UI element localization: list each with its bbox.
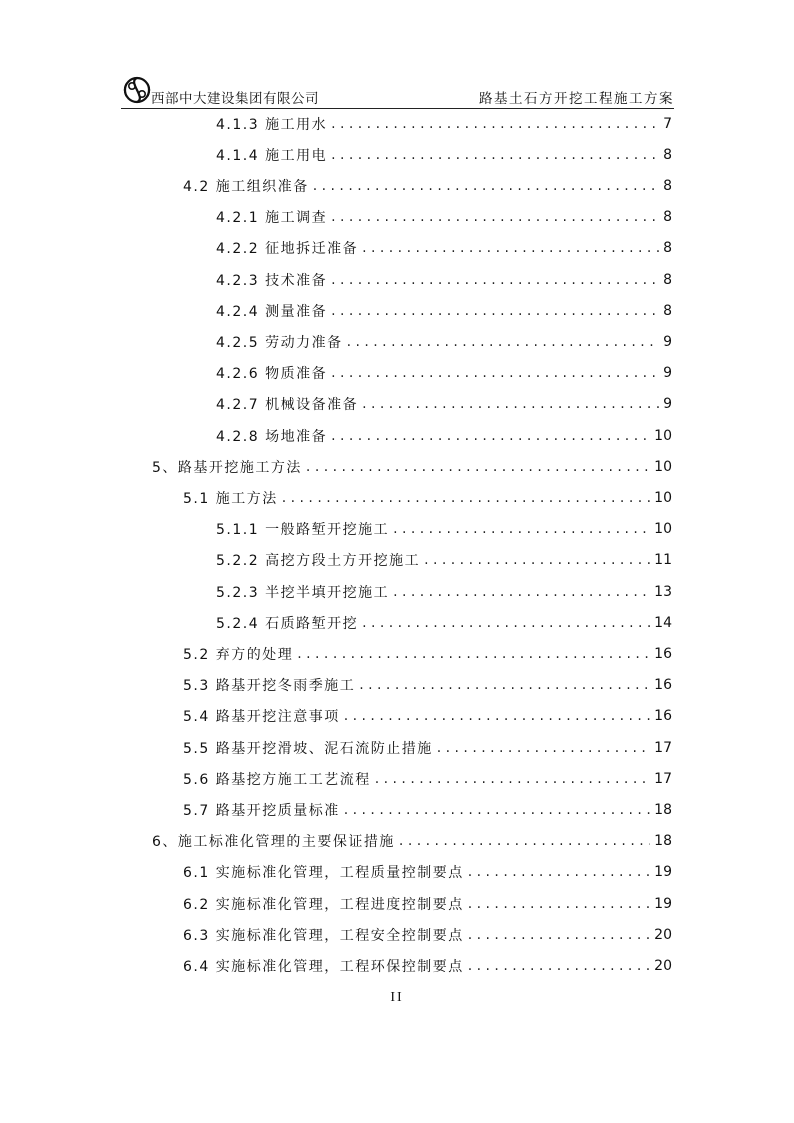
- toc-entry-page-number: 10: [654, 489, 672, 506]
- toc-dot-leader: [306, 459, 650, 475]
- toc-entry-page-number: 8: [663, 209, 672, 226]
- toc-dot-leader: [362, 396, 659, 412]
- toc-entry[interactable]: [216, 358, 672, 389]
- toc-entry-page-number: 16: [654, 708, 672, 725]
- toc-entry[interactable]: [216, 514, 672, 545]
- toc-entry-label: 5.4 路基开挖注意事项: [183, 709, 340, 726]
- toc-entry[interactable]: [216, 545, 672, 576]
- toc-dot-leader: [437, 740, 650, 756]
- toc-entry-label: 5.7 路基开挖质量标准: [183, 802, 340, 819]
- toc-entry-label: 5.1.1 一般路堑开挖施工: [216, 522, 390, 539]
- toc-entry-label: 4.2 施工组织准备: [183, 178, 309, 195]
- toc-entry-page-number: 9: [663, 365, 672, 382]
- toc-entry-page-number: 10: [654, 427, 672, 444]
- toc-entry[interactable]: [183, 638, 672, 669]
- toc-entry-page-number: 18: [654, 833, 672, 850]
- toc-dot-leader: [468, 864, 650, 880]
- toc-entry-page-number: 10: [654, 458, 672, 475]
- toc-entry-label: 6.4 实施标准化管理，工程环保控制要点: [183, 958, 464, 975]
- toc-entry-label: 4.1.4 施工用电: [216, 147, 328, 164]
- toc-dot-leader: [468, 958, 650, 974]
- toc-dot-leader: [362, 615, 650, 631]
- toc-entry[interactable]: [216, 295, 672, 326]
- toc-entry[interactable]: [216, 389, 672, 420]
- toc-entry-label: 6、施工标准化管理的主要保证措施: [152, 834, 395, 851]
- toc-dot-leader: [424, 552, 650, 568]
- toc-entry-page-number: 8: [663, 302, 672, 319]
- toc-entry-label: 5、路基开挖施工方法: [152, 459, 302, 476]
- toc-dot-leader: [375, 771, 650, 787]
- toc-entry[interactable]: [183, 950, 672, 981]
- toc-entry-label: 5.1 施工方法: [183, 490, 278, 507]
- toc-dot-leader: [399, 833, 650, 849]
- toc-entry[interactable]: [216, 139, 672, 170]
- toc-entry[interactable]: [183, 794, 672, 825]
- toc-entry-page-number: 14: [654, 614, 672, 631]
- toc-dot-leader: [331, 365, 659, 381]
- toc-entry-label: 5.6 路基挖方施工工艺流程: [183, 771, 371, 788]
- toc-dot-leader: [468, 927, 650, 943]
- toc-dot-leader: [468, 896, 650, 912]
- toc-entry[interactable]: [216, 264, 672, 295]
- toc-entry-page-number: 19: [654, 864, 672, 881]
- toc-dot-leader: [393, 521, 650, 537]
- toc-entry[interactable]: [183, 732, 672, 763]
- toc-dot-leader: [331, 428, 650, 444]
- page-header: [121, 74, 674, 109]
- toc-entry[interactable]: [152, 826, 672, 857]
- toc-entry-page-number: 9: [663, 333, 672, 350]
- company-logo-icon: [121, 76, 153, 104]
- toc-entry[interactable]: [216, 326, 672, 357]
- toc-dot-leader: [331, 303, 659, 319]
- toc-dot-leader: [331, 272, 659, 288]
- toc-entry-page-number: 20: [654, 926, 672, 943]
- toc-entry-page-number: 8: [663, 271, 672, 288]
- toc-entry-label: 5.2 弃方的处理: [183, 646, 294, 663]
- toc-entry[interactable]: [216, 576, 672, 607]
- toc-dot-leader: [297, 646, 650, 662]
- toc-entry[interactable]: [183, 482, 672, 513]
- toc-entry-label: 4.2.3 技术准备: [216, 272, 328, 289]
- toc-entry-page-number: 19: [654, 895, 672, 912]
- toc-entry-label: 6.2 实施标准化管理，工程进度控制要点: [183, 896, 464, 913]
- toc-dot-leader: [282, 490, 650, 506]
- toc-entry[interactable]: [216, 233, 672, 264]
- toc-entry-page-number: 20: [654, 957, 672, 974]
- toc-entry-label: 6.3 实施标准化管理，工程安全控制要点: [183, 927, 464, 944]
- toc-entry-label: 4.2.7 机械设备准备: [216, 397, 359, 414]
- toc-dot-leader: [331, 209, 659, 225]
- toc-entry-page-number: 18: [654, 801, 672, 818]
- toc-entry-page-number: 8: [663, 240, 672, 257]
- toc-entry[interactable]: [152, 451, 672, 482]
- toc-entry[interactable]: [183, 170, 672, 201]
- toc-entry[interactable]: [183, 919, 672, 950]
- toc-dot-leader: [347, 334, 660, 350]
- toc-entry-page-number: 17: [654, 739, 672, 756]
- toc-entry-label: 5.3 路基开挖冬雨季施工: [183, 678, 356, 695]
- toc-dot-leader: [393, 584, 650, 600]
- toc-entry-page-number: 17: [654, 770, 672, 787]
- company-name: 西部中大建设集团有限公司: [151, 91, 319, 107]
- document-title: 路基土石方开挖工程施工方案: [479, 91, 674, 107]
- toc-entry-label: 4.1.3 施工用水: [216, 116, 328, 133]
- toc-entry[interactable]: [216, 202, 672, 233]
- toc-entry-label: 4.2.4 测量准备: [216, 303, 328, 320]
- toc-entry-page-number: 13: [654, 583, 672, 600]
- toc-entry-page-number: 7: [663, 115, 672, 132]
- toc-dot-leader: [331, 116, 659, 132]
- toc-dot-leader: [344, 708, 650, 724]
- toc-entry-label: 4.2.1 施工调查: [216, 210, 328, 227]
- toc-dot-leader: [344, 802, 650, 818]
- toc-entry[interactable]: [183, 763, 672, 794]
- toc-entry-label: 4.2.8 场地准备: [216, 428, 328, 445]
- toc-entry-page-number: 10: [654, 521, 672, 538]
- toc-entry[interactable]: [216, 108, 672, 139]
- toc-entry[interactable]: [183, 888, 672, 919]
- toc-entry[interactable]: [183, 701, 672, 732]
- toc-dot-leader: [331, 147, 659, 163]
- toc-entry-label: 5.2.3 半挖半填开挖施工: [216, 584, 390, 601]
- toc-entry-page-number: 9: [663, 396, 672, 413]
- toc-entry-page-number: 16: [654, 677, 672, 694]
- toc-entry-label: 5.5 路基开挖滑坡、泥石流防止措施: [183, 740, 433, 757]
- toc-dot-leader: [359, 677, 650, 693]
- toc-dot-leader: [313, 178, 659, 194]
- toc-entry[interactable]: [216, 607, 672, 638]
- toc-entry[interactable]: [216, 420, 672, 451]
- toc-entry[interactable]: [183, 670, 672, 701]
- toc-dot-leader: [362, 240, 659, 256]
- toc-entry-label: 4.2.5 劳动力准备: [216, 334, 343, 351]
- toc-entry[interactable]: [183, 857, 672, 888]
- toc-entry-label: 6.1 实施标准化管理，工程质量控制要点: [183, 865, 464, 882]
- toc-entry-label: 4.2.2 征地拆迁准备: [216, 241, 359, 258]
- page-number: II: [390, 990, 404, 1005]
- toc-entry-label: 5.2.4 石质路堑开挖: [216, 615, 359, 632]
- toc-entry-page-number: 11: [654, 552, 672, 569]
- toc-entry-page-number: 8: [663, 146, 672, 163]
- toc-entry-label: 5.2.2 高挖方段土方开挖施工: [216, 553, 421, 570]
- toc-entry-page-number: 8: [663, 177, 672, 194]
- toc-entry-page-number: 16: [654, 645, 672, 662]
- toc-entry-label: 4.2.6 物质准备: [216, 366, 328, 383]
